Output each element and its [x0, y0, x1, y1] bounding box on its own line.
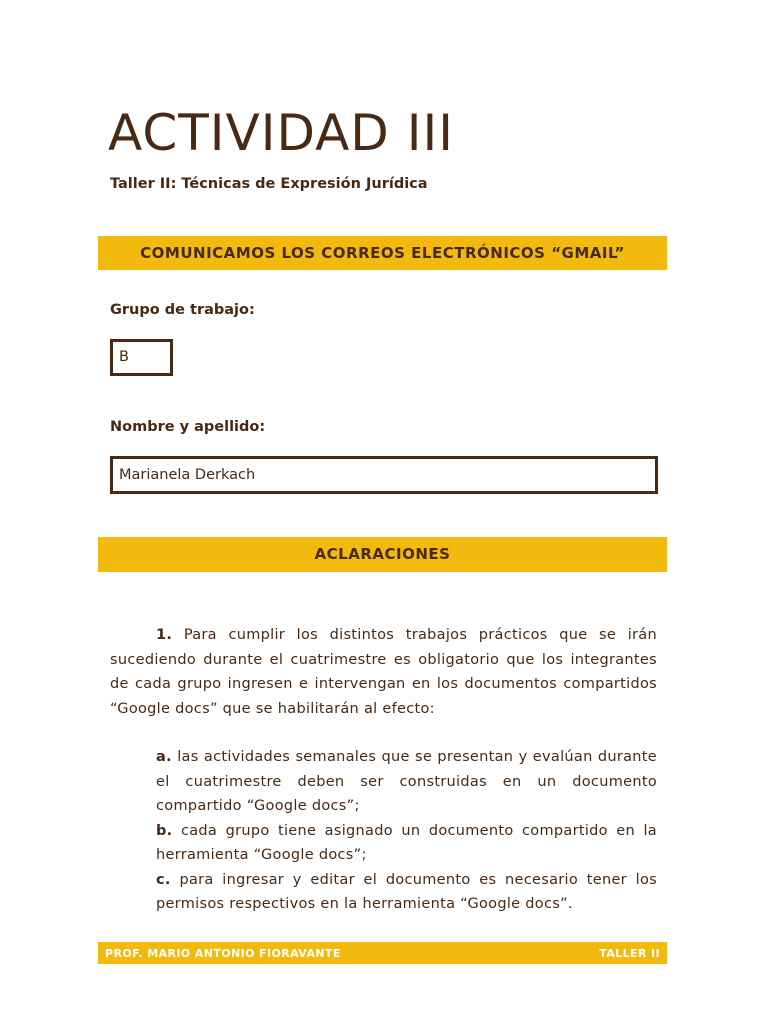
- list-item-text: para ingresar y editar el documento es necesario tener los permisos respectivos en la herramienta “Google docs”.: [156, 871, 657, 912]
- clarification-text: Para cumplir los distintos trabajos prácticos que se irán sucediendo durante el cuatrimestre es obligatorio que los integrantes de cada grupo ingresen e intervengan en los documentos compartidos “Google docs” que se habilitarán al efecto:: [110, 627, 657, 717]
- section-banner-gmail: COMUNICAMOS LOS CORREOS ELECTRÓNICOS “GMAIL”: [98, 236, 667, 270]
- list-item-letter: a.: [156, 749, 172, 765]
- name-label: Nombre y apellido:: [110, 419, 266, 435]
- name-field[interactable]: Marianela Derkach: [110, 456, 658, 494]
- course-subtitle: Taller II: Técnicas de Expresión Jurídica: [110, 176, 428, 192]
- list-item-text: las actividades semanales que se presentan y evalúan durante el cuatrimestre deben ser construidas en un documento compartido “Google docs”;: [156, 749, 657, 814]
- footer-course: TALLER II: [599, 946, 660, 960]
- page-footer: [98, 942, 667, 964]
- list-item-letter: c.: [156, 871, 171, 888]
- list-item-letter: b.: [156, 822, 173, 839]
- footer-professor: PROF. MARIO ANTONIO FIORAVANTE: [105, 946, 341, 960]
- list-item: [156, 745, 657, 819]
- list-item-text: cada grupo tiene asignado un documento compartido en la herramienta “Google docs”;: [156, 822, 657, 863]
- page-title: ACTIVIDAD III: [108, 104, 454, 162]
- clarification-paragraph: [110, 623, 657, 721]
- group-field[interactable]: B: [110, 339, 173, 376]
- clarification-sublist: [156, 745, 657, 917]
- section-banner-clarifications: ACLARACIONES: [98, 537, 667, 572]
- list-item: [156, 868, 657, 917]
- group-label: Grupo de trabajo:: [110, 302, 255, 318]
- clarification-number: 1.: [156, 627, 173, 643]
- list-item: [156, 819, 657, 868]
